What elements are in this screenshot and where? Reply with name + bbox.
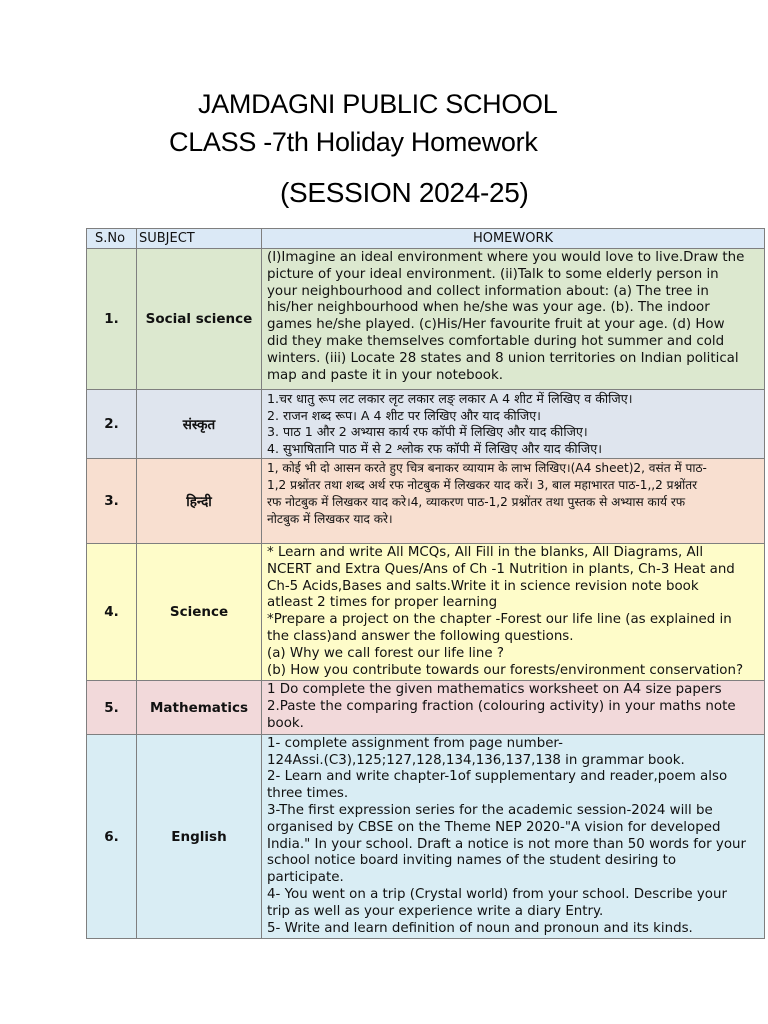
- session-title: (SESSION 2024-25): [280, 177, 529, 208]
- column-header-sno: S.No: [87, 229, 137, 249]
- homework-line: book.: [267, 715, 304, 731]
- table-row: [87, 734, 765, 939]
- homework-line: winters. (iii) Locate 28 states and 8 union territories on Indian political: [267, 350, 739, 366]
- homework-line: 4- You went on a trip (Crystal world) from your school. Describe your: [267, 886, 727, 902]
- homework-line: * Learn and write All MCQs, All Fill in the blanks, All Diagrams, All: [267, 545, 704, 560]
- homework-line: the class)and answer the following questions.: [267, 628, 574, 644]
- table-row: [87, 249, 765, 390]
- homework-line: 2- Learn and write chapter-1of supplementary and reader,poem also: [267, 769, 728, 785]
- row-sno: 5.: [87, 681, 137, 734]
- homework-line: school notice board inviting names of the student desiring to: [267, 853, 677, 869]
- homework-line: 2.Paste the comparing fraction (colouring activity) in your maths note: [267, 699, 736, 715]
- row-homework: [262, 459, 765, 544]
- row-homework: [262, 681, 765, 734]
- homework-line: did they make themselves comfortable during hot summer and cold: [267, 333, 725, 349]
- homework-line: 1- complete assignment from page number-: [267, 735, 563, 751]
- homework-line: 1 Do complete the given mathematics worksheet on A4 size papers: [267, 682, 722, 698]
- homework-line: organised by CBSE on the Theme NEP 2020-"A vision for developed: [267, 819, 721, 835]
- row-homework: [262, 544, 765, 681]
- homework-line: atleast 2 times for proper learning: [267, 595, 498, 611]
- table-header-row: [87, 229, 765, 249]
- homework-line: your neighbourhood and collect information about: (a) The tree in: [267, 283, 709, 299]
- homework-line: three times.: [267, 786, 349, 802]
- row-homework: [262, 390, 765, 459]
- homework-line: 1,2 प्रश्नोंतर तथा शब्द अर्थ रफ नोटबुक में लिखकर याद करें। 3, बाल महाभारत पाठ-1,,2 प्रश्नोंतर: [267, 478, 698, 492]
- homework-line: participate.: [267, 870, 344, 886]
- row-sno: 6.: [87, 734, 137, 939]
- class-title: CLASS -7th Holiday Homework: [169, 127, 538, 157]
- homework-line: trip as well as your experience write a diary Entry.: [267, 903, 604, 919]
- school-name: JAMDAGNI PUBLIC SCHOOL: [198, 89, 558, 119]
- homework-line: games he/she played. (c)His/Her favourite fruit at your age. (d) How: [267, 317, 725, 333]
- homework-line: 3-The first expression series for the academic session-2024 will be: [267, 802, 713, 818]
- row-subject: हिन्दी: [137, 459, 262, 544]
- row-subject: Science: [137, 544, 262, 681]
- row-homework: [262, 249, 765, 390]
- homework-line: Ch-5 Acids,Bases and salts.Write it in science revision note book: [267, 578, 699, 594]
- homework-line: India." In your school. Draft a notice is not more than 50 words for your: [267, 836, 747, 852]
- row-sno: 1.: [87, 249, 137, 390]
- column-header-subject: SUBJECT: [137, 229, 262, 249]
- homework-line: 3. पाठ 1 और 2 अभ्यास कार्य रफ कॉपी में लिखिए और याद कीजिए।: [267, 424, 588, 439]
- homework-line: (a) Why we call forest our life line ?: [267, 645, 504, 661]
- homework-table: [86, 228, 765, 939]
- table-row: [87, 544, 765, 681]
- homework-line: *Prepare a project on the chapter -Forest our life line (as explained in: [267, 612, 732, 628]
- table-row: [87, 390, 765, 459]
- column-header-homework: HOMEWORK: [262, 229, 765, 249]
- row-subject: English: [137, 734, 262, 939]
- homework-line: रफ नोटबुक में लिखकर याद करे।4, व्याकरण पाठ-1,2 प्रश्नोंतर तथा पुस्तक से अभ्यास कार्य रफ: [267, 495, 686, 509]
- homework-line: 5- Write and learn definition of noun and pronoun and its kinds.: [267, 920, 693, 936]
- row-sno: 4.: [87, 544, 137, 681]
- homework-line: NCERT and Extra Ques/Ans of Ch -1 Nutrition in plants, Ch-3 Heat and: [267, 561, 735, 577]
- row-sno: 2.: [87, 390, 137, 459]
- row-homework: [262, 734, 765, 939]
- homework-line: 2. राजन शब्द रूप। A 4 शीट पर लिखिए और याद कीजिए।: [267, 407, 541, 423]
- row-subject: Social science: [137, 249, 262, 390]
- homework-line: 1, कोई भी दो आसन करते हुए चित्र बनाकर व्यायाम के लाभ लिखिए।(A4 sheet)2, वसंत में पाठ-: [267, 461, 707, 475]
- homework-line: (b) How you contribute towards our forests/environment conservation?: [267, 662, 744, 678]
- row-subject: संस्कृत: [137, 390, 262, 459]
- homework-line: 124Assi.(C3),125;127,128,134,136,137,138 in grammar book.: [267, 752, 685, 768]
- homework-line: नोटबुक में लिखकर याद करे।: [267, 512, 393, 526]
- homework-line: his/her neighbourhood when he/she was your age. (b). The indoor: [267, 300, 710, 316]
- row-subject: Mathematics: [137, 681, 262, 734]
- table-row: [87, 681, 765, 734]
- homework-line: map and paste it in your notebook.: [267, 367, 504, 383]
- homework-line: picture of your ideal environment. (ii)Talk to some elderly person in: [267, 266, 719, 282]
- table-row: [87, 459, 765, 544]
- homework-line: 4. सुभाषितानि पाठ में से 2 श्लोक रफ कॉपी में लिखिए और याद कीजिए।: [267, 440, 603, 456]
- row-sno: 3.: [87, 459, 137, 544]
- homework-line: 1.चर धातु रूप लट लकार लृट लकार लङ् लकार A 4 शीट में लिखिए व कीजिए।: [267, 391, 633, 406]
- homework-line: (I)Imagine an ideal environment where you would love to live.Draw the: [267, 250, 745, 265]
